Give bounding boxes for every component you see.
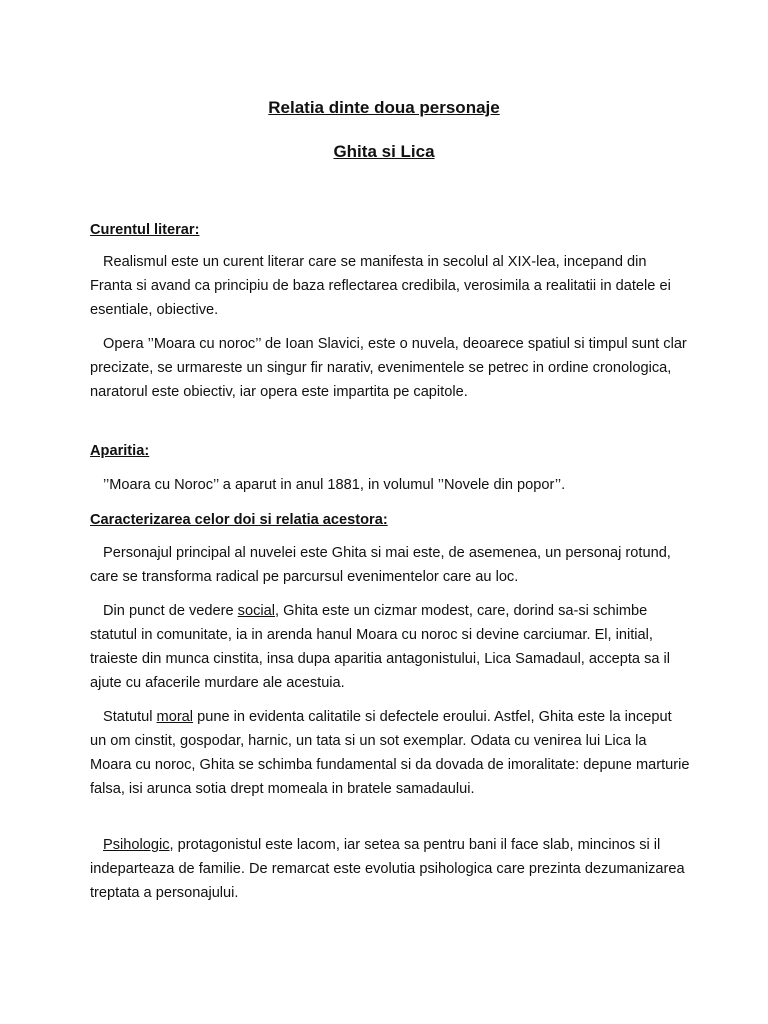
text-after: , Ghita este un cizmar modest, care, dorind sa-si schimbe statutul in comunitate, ia in arenda hanul Moara cu noroc si devine carciumar. El, initial, traieste din munca cinstita, insa dupa aparitia antagonistului, Lica Samadaul, accepta sa il ajute cu afacerile murdare ale acestuia. bbox=[90, 603, 671, 691]
text-after: pune in evidenta calitatile si defectele eroului. Astfel, Ghita este la inceput un om cinstit, gospodar, harnic, un tata si un sot exemplar. Odata cu venirea lui Lica la Moara cu noroc, Ghita se schimba fundamental si da dovada de imoralitate: depune marturie falsa, isi arunca sotia drept momeala in bratele samadaului. bbox=[90, 709, 690, 797]
section-heading-curent bbox=[90, 218, 690, 242]
paragraph-aparitia: ’’Moara cu Noroc’’ a aparut in anul 1881, in volumul ’’Novele din popor’’. bbox=[103, 477, 566, 493]
paragraph-realism: Realismul este un curent literar care se manifesta in secolul al XIX-lea, incepand din Franta si avand ca principiu de baza reflectarea credibila, verosimila a realitatii in datele ei esentiale, obiective. bbox=[90, 254, 671, 318]
section-heading-caracterizare bbox=[90, 508, 690, 532]
paragraph-psihologic bbox=[90, 833, 690, 905]
paragraph-moral bbox=[90, 705, 690, 801]
term-social: social bbox=[237, 603, 275, 619]
heading-text: Caracterizarea celor doi si relatia acestora: bbox=[90, 512, 388, 528]
paragraph-social bbox=[90, 599, 690, 695]
heading-text: Aparitia: bbox=[90, 443, 150, 459]
paragraph-opera: Opera ’’Moara cu noroc’’ de Ioan Slavici, este o nuvela, deoarece spatiul si timpul sunt clar precizate, se urmareste un singur fir narativ, evenimentele se petrec in ordine cronologica, naratorul este obiectiv, iar opera este impartita pe capitole. bbox=[90, 336, 687, 400]
text-before: Statutul bbox=[103, 709, 157, 725]
text-before: Din punct de vedere bbox=[103, 603, 238, 619]
document-subtitle: Ghita si Lica bbox=[333, 142, 435, 161]
term-moral: moral bbox=[156, 709, 194, 725]
paragraph-personaj-principal: Personajul principal al nuvelei este Ghita si mai este, de asemenea, un personaj rotund, care se transforma radical pe parcursul evenimentelor care au loc. bbox=[90, 545, 671, 585]
document-title: Relatia dinte doua personaje bbox=[268, 98, 500, 117]
section-heading-aparitia bbox=[90, 439, 690, 463]
heading-text: Curentul literar: bbox=[90, 222, 200, 238]
text-after: , protagonistul este lacom, iar setea sa pentru bani il face slab, mincinos si il indeparteaza de familie. De remarcat este evolutia psihologica care prezinta dezumanizarea treptata a personajului. bbox=[90, 837, 685, 901]
term-psihologic: Psihologic bbox=[103, 837, 170, 853]
